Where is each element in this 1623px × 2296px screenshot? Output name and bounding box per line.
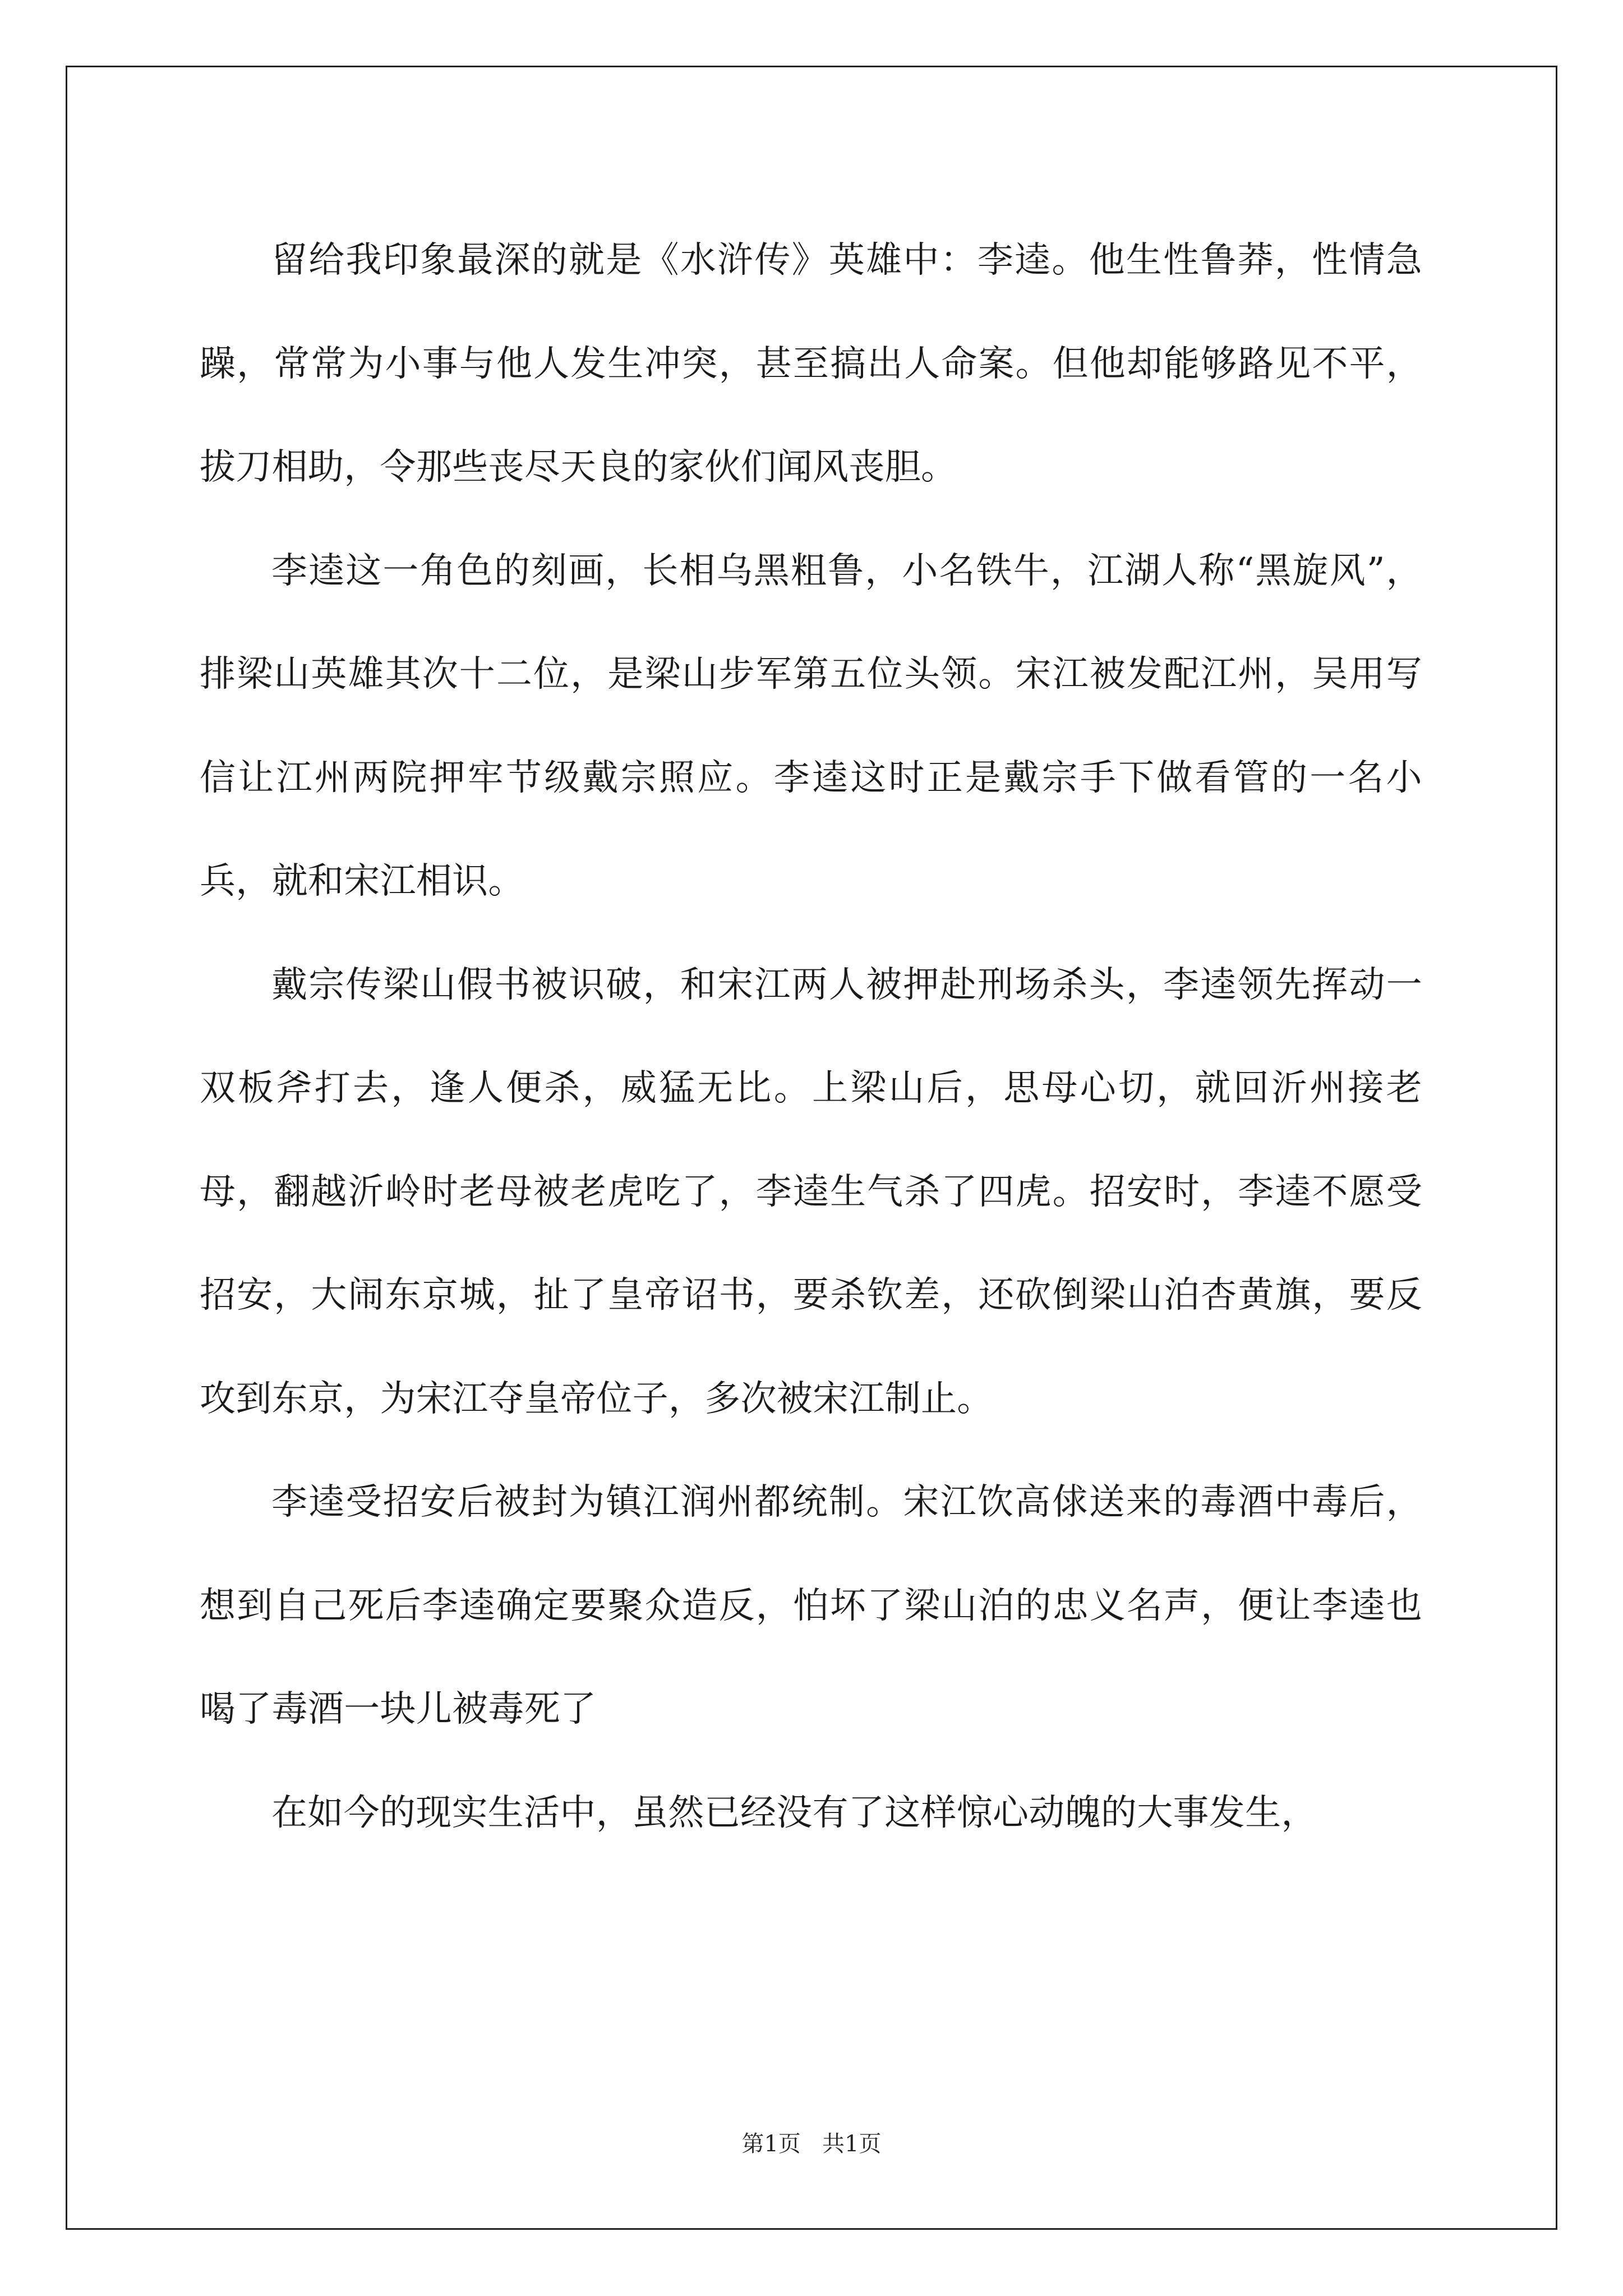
paragraph-4: 李逵受招安后被封为镇江润州都统制。宋江饮高俅送来的毒酒中毒后，想到自己死后李逵确定要聚众造反，怕坏了梁山泊的忠义名声，便让李逵也喝了毒酒一块儿被毒死了: [200, 1481, 1422, 1730]
paragraph-1: 留给我印象最深的就是《水浒传》英雄中：李逵。他生性鲁莽，性情急躁，常常为小事与他人发生冲突，甚至搞出人命案。但他却能够路见不平，拔刀相助，令那些丧尽天良的家伙们闻风丧胆。: [200, 240, 1422, 488]
paragraph-3: 戴宗传梁山假书被识破，和宋江两人被押赴刑场杀头，李逵领先挥动一双板斧打去，逢人便杀，威猛无比。上梁山后，思母心切，就回沂州接老母，翻越沂岭时老母被老虎吃了，李逵生气杀了四虎。招安时，李逵不愿受招安，大闹东京城，扯了皇帝诏书，要杀钦差，还砍倒梁山泊杏黄旗，要反攻到东京，为宋江夺皇帝位子，多次被宋江制止。: [200, 964, 1422, 1420]
page-footer: 第1页 共1页: [741, 2131, 882, 2157]
paragraph-5: 在如今的现实生活中，虽然已经没有了这样惊心动魄的大事发生，: [271, 1792, 1317, 1834]
paragraph-2: 李逵这一角色的刻画，长相乌黑粗鲁，小名铁牛，江湖人称“黑旋风”，排梁山英雄其次十二位，是梁山步军第五位头领。宋江被发配江州，吴用写信让江州两院押牢节级戴宗照应。李逵这时正是戴宗手下做看管的一名小兵，就和宋江相识。: [200, 550, 1422, 902]
document-body: [200, 209, 1422, 1865]
